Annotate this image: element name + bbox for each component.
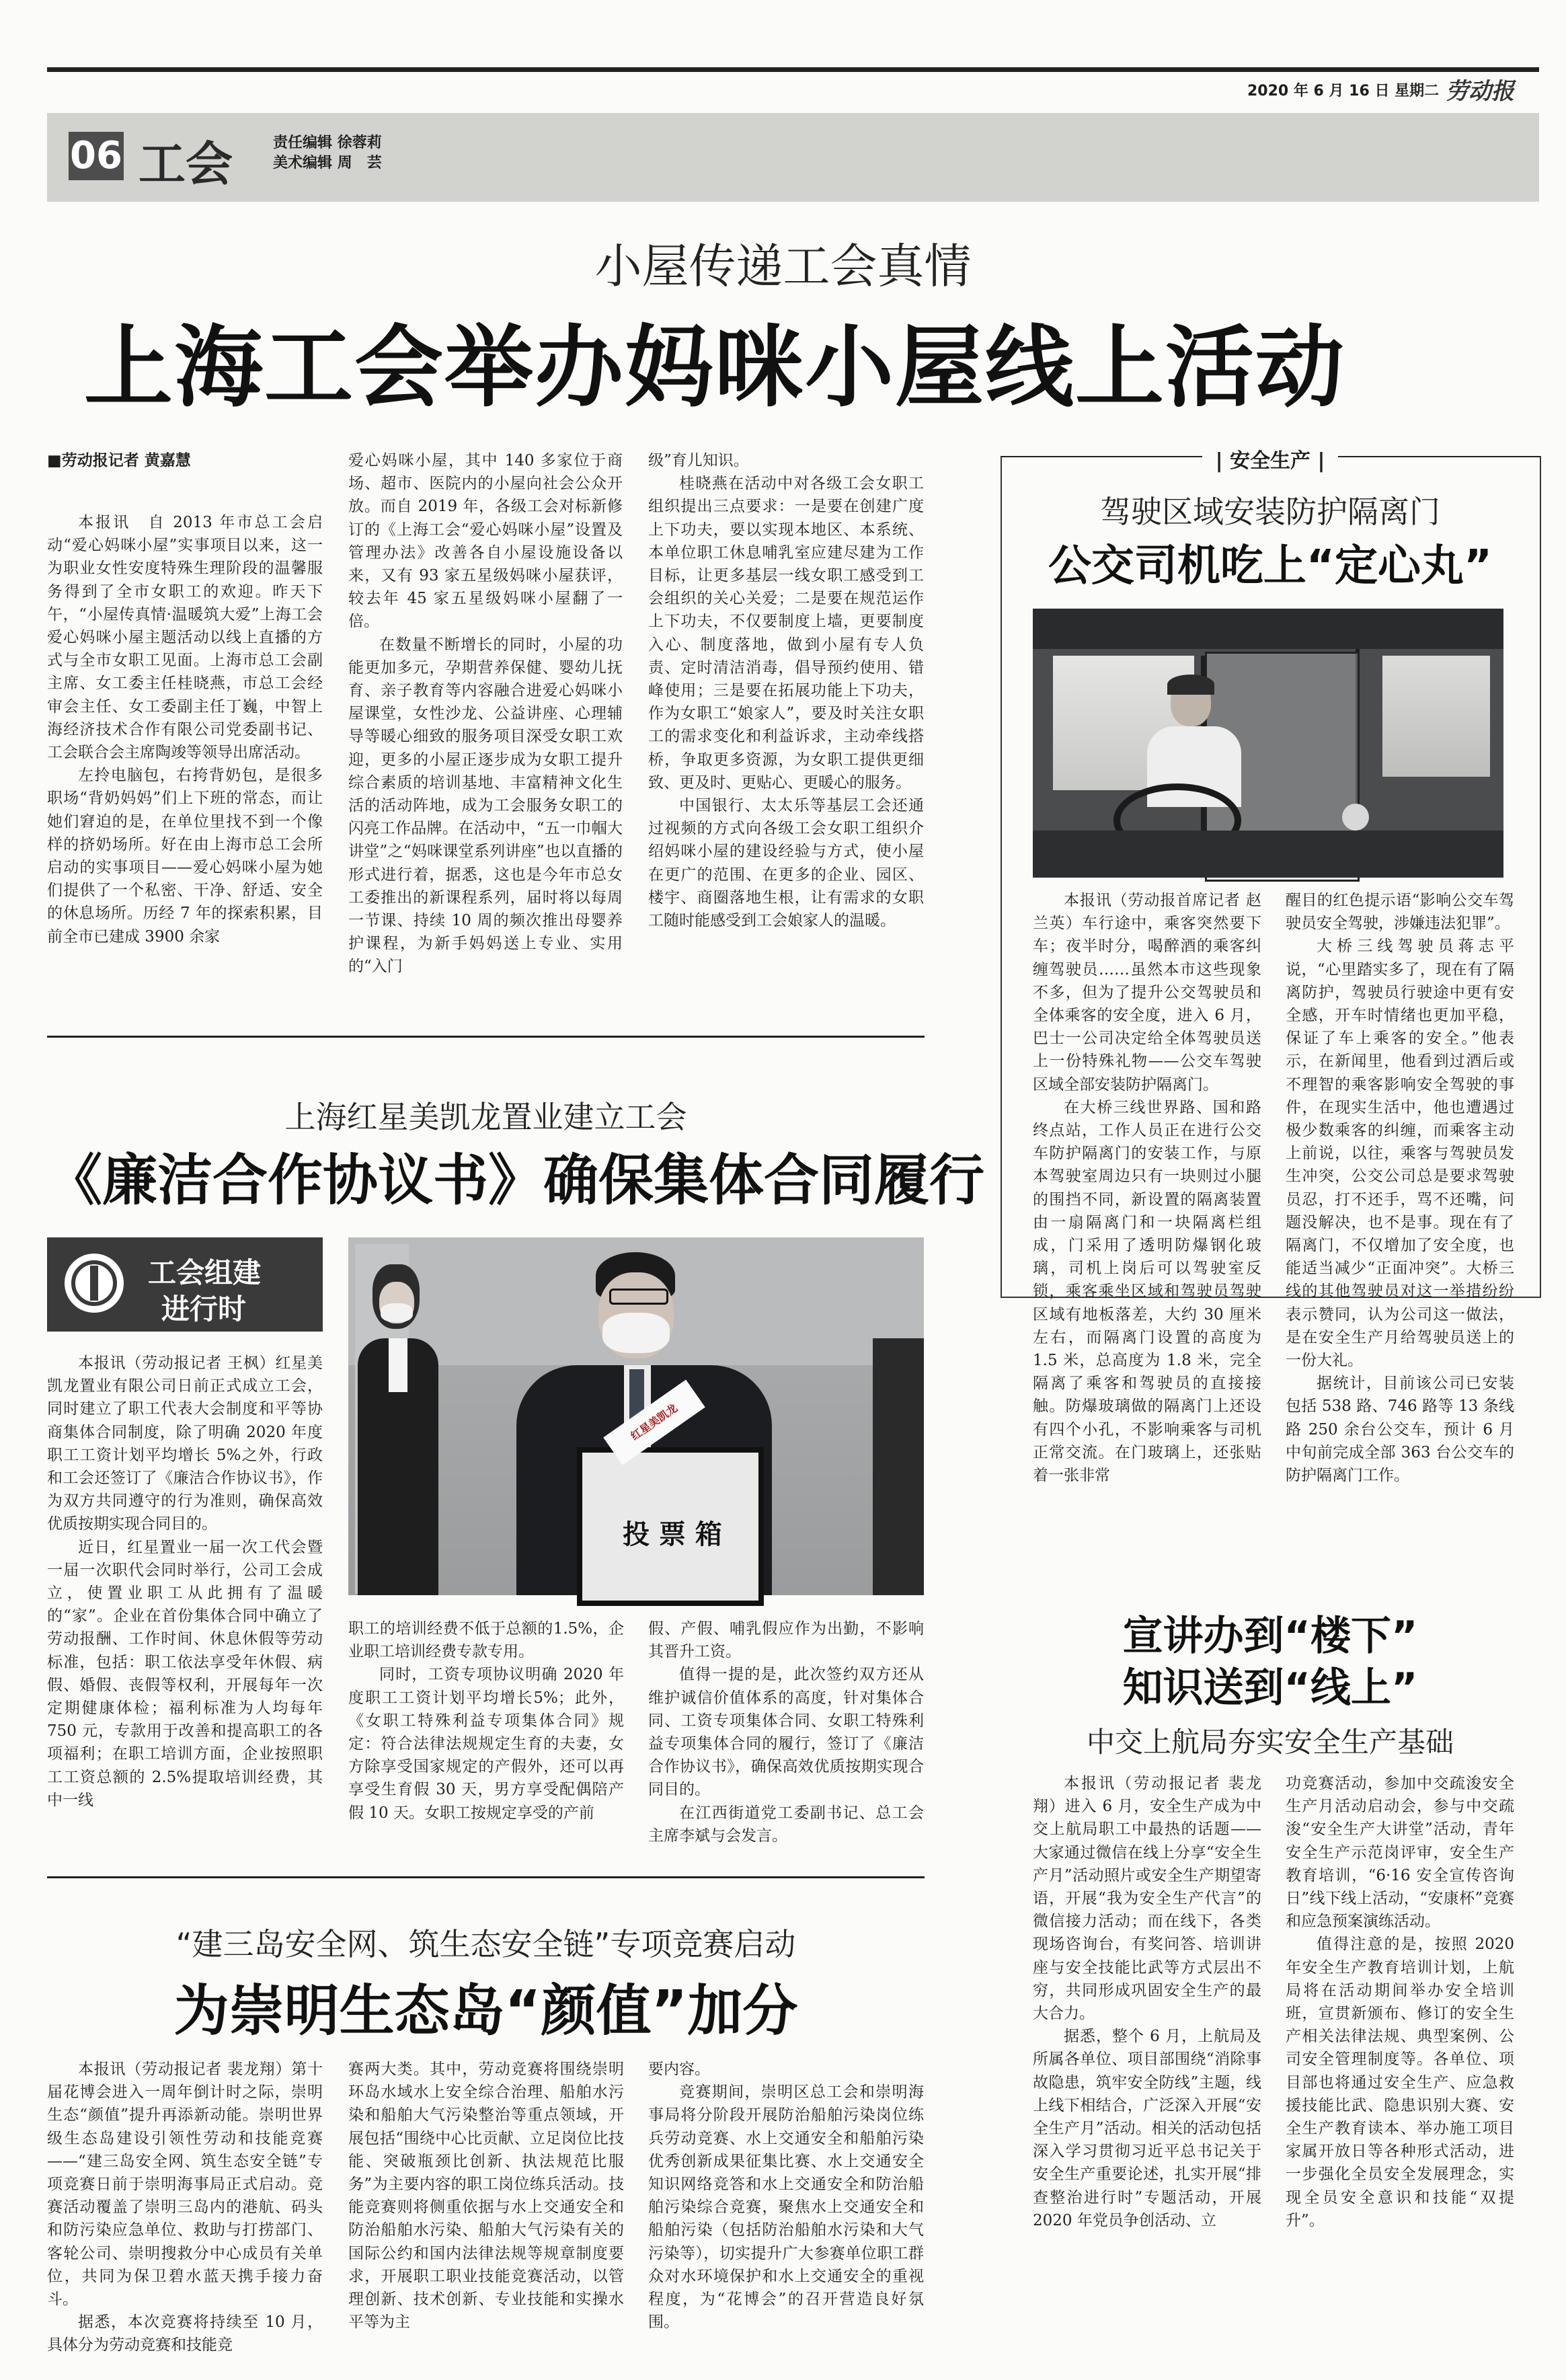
paragraph: 同时，工资专项协议明确 2020 年度职工工资计划平均增长5%；此外，《女职工特殊利益专项集体合同》规定：符合法律法规规定生育的夫妻，女方除享受国家规定的产假外，还可以再享受生育假 30 天，男方享受配偶陪产假 10 天。女职工按规定享受的产前 bbox=[348, 1666, 624, 1822]
article4-col2 bbox=[1286, 889, 1514, 1485]
paragraph: 大桥三线驾驶员蒋志平说，“心里踏实多了，现在有了隔离防护，驾驶员行驶途中更有安全感，开车时情绪也更加平稳，保证了车上乘客的安全。”他表示，在新闻里，他看到过酒后或不理智的乘客影响安全驾驶的事件，在现实生活中，他也遭遇过极少数乘客的纠缠，而乘客主动上前说，以往，乘客与驾驶员发生冲突，公交公司总是要求驾驶员忍，打不还手，骂不还嘴，问题没解决，也不是事。现在有了隔离门，不仅增加了安全度，也能适当减少“正面冲突”。大桥三线的其他驾驶员对这一举措纷纷表示赞同，认为公司这一做法，是在安全生产月给驾驶员送上的一份大礼。 bbox=[1286, 937, 1514, 1370]
article1-col2 bbox=[348, 449, 623, 1002]
paragraph: 中国银行、太太乐等基层工会还通过视频的方式向各级工会女职工组织介绍妈咪小屋的建设经验与方式，使小屋在更广的范围、在更多的企业、园区、楼宇、商圈落地生根，让有需求的女职工随时能感受到工会娘家人的温暖。 bbox=[648, 797, 924, 930]
paragraph: 本报讯（劳动报首席记者 赵兰英）车行途中，乘客突然要下车；夜半时分，喝醉酒的乘客纠缠驾驶员……虽然本市这些现象不多，但为了提升公交驾驶员和全体乘客的安全度，进入 6 月，巴士一公司决定给全体驾驶员送上一份特殊礼物——公交车驾驶区域全部安装防护隔离门。 bbox=[1033, 892, 1261, 1093]
section-header-bar bbox=[47, 113, 1539, 202]
article5-col1 bbox=[1033, 1772, 1261, 2357]
article1-col3 bbox=[648, 449, 924, 1002]
paragraph: 本报讯（劳动报记者 裴龙翔）进入 6 月，安全生产成为中交上航局职工中最热的话题——大家通过微信在线上分享“安全生产月”活动照片或安全生产期望寄语，开展“我为安全生产代言”的微信接力活动；而在线下，各类现场咨询台，有奖问答、培训讲座与安全技能比武等方式层出不穷，共同形成巩固安全生产的最大合力。 bbox=[1033, 1775, 1261, 2023]
paragraph: 职工的培训经费不低于总额的1.5%，企业职工培训经费专款专用。 bbox=[348, 1620, 624, 1661]
article2-title: 《廉洁合作协议书》确保集体合同履行 bbox=[47, 1149, 985, 1213]
editor-name: 徐蓉莉 bbox=[337, 135, 382, 151]
article4-subtitle: 驾驶区域安装防护隔离门 bbox=[1100, 494, 1440, 530]
masthead-top-rule bbox=[47, 67, 1539, 72]
article1-col1 bbox=[47, 511, 323, 1002]
article1-title: 上海工会举办妈咪小屋线上活动 bbox=[84, 316, 1345, 420]
article3-col2 bbox=[348, 2058, 624, 2354]
paragraph: 功竞赛活动，参加中交疏浚安全生产月活动启动会，参与中交疏浚“安全生产大讲堂”活动，青年安全生产示范岗评审，安全生产教育培训，“6·16 安全宣传咨询日”线下线上活动，“安康杯”竞赛和应急预案演练活动。 bbox=[1286, 1775, 1514, 1931]
article2-col1 bbox=[47, 1352, 323, 1856]
editor-label: 责任编辑 bbox=[273, 135, 333, 151]
article3-col3 bbox=[648, 2058, 924, 2354]
paragraph: 在大桥三线世界路、国和路终点站，工作人员正在进行公交车防护隔离门的安装工作，与原本驾驶室周边只有一块则过小腿的围挡不同，新设置的隔离装置由一扇隔离门和一块隔离栏组成，门采用了透明防爆钢化玻璃，司机上岗后可以驾驶室反锁，乘客乘坐区域和驾驶员驾驶区域有地板落差，大约 30 厘米左右，而隔离门设置的高度为 1.5 米，总高度为 1.8 米，完全隔离了乘客和驾驶员的直接接触。防爆玻璃做的隔离门上还设有四个小孔，不影响乘客与司机正常交流。在门玻璃上，还张贴着一张非常 bbox=[1033, 1098, 1261, 1485]
paragraph: 值得注意的是，按照 2020 年安全生产教育培训计划，上航局将在活动期间举办安全培训班，宣贯新颁布、修订的安全生产相关法律法规、典型案例、公司安全管理制度等。各单位、项目部也将通过安全生产、应急救援技能比武、隐患识别大赛、安全生产教育读本、举办施工项目家属开放日等各种形式活动，进一步强化全员安全发展理念，实现全员安全意识和技能“双提升”。 bbox=[1286, 1935, 1514, 2229]
paragraph: 爱心妈咪小屋，其中 140 多家位于商场、超市、医院内的小屋向社会公众开放。而自 2019 年，各级工会对标新修订的《上海工会“爱心妈咪小屋”设置及管理办法》改善各自小屋设施设备以来，又有 93 家五星级妈咪小屋获评，较去年 45 家五星级妈咪小屋翻了一倍。 bbox=[348, 452, 623, 631]
editor-credits bbox=[273, 133, 382, 174]
article1-subtitle: 小屋传递工会真情 bbox=[594, 239, 972, 294]
article5-title-line1: 宣讲办到“楼下” bbox=[1122, 1613, 1418, 1660]
paragraph: 值得一提的是，此次签约双方还从维护诚信价值体系的高度，针对集体合同、工资专项集体合同、女职工特殊利益专项集体合同的履行，签订了《廉洁合作协议书》，确保高效优质按期实现合同目的。 bbox=[648, 1666, 924, 1799]
badge-line1: 工会组建 bbox=[148, 1256, 262, 1289]
paragraph: 假、产假、哺乳假应作为出勤，不影响其晋升工资。 bbox=[648, 1620, 924, 1661]
ballot-box bbox=[577, 1447, 764, 1606]
column-tag-label: 安全生产 bbox=[1230, 449, 1310, 473]
trade-union-logo-icon bbox=[65, 1254, 124, 1313]
paragraph: 桂晓燕在活动中对各级工会女职工组织提出三点要求：一是要在创建广度上下功夫，要以实现本地区、本系统、本单位职工休息哺乳室应建尽建为工作目标，让更多基层一线女职工感受到工会组织的关心关爱；二是要在规范运作上下功夫，不仅要制度上墙，更要制度入心、制度落地，做到小屋有专人负责、定时清洁消毒，倡导预约使用、错峰使用；三是要在拓展功能上下功夫，作为女职工“娘家人”，要及时关注女职工的需求变化和利益诉求，主动牵线搭桥，争取更多资源，为女职工提供更细致、更及时、更贴心、更暖心的服务。 bbox=[648, 475, 924, 792]
art-editor-name: 周 芸 bbox=[337, 155, 382, 171]
ballot-photo bbox=[348, 1237, 924, 1595]
paragraph: 竞赛期间，崇明区总工会和崇明海事局将分阶段开展防治船舶污染岗位练兵劳动竞赛、水上交通安全和船舶污染优秀创新成果征集比赛、水上交通安全知识网络竞答和水上交通安全和防治船舶污染综合竞赛，聚焦水上交通安全和船舶污染（包括防治船舶水污染和大气污染等），切实提升广大参赛单位职工群众对水环境保护和水上交通安全的重视程度，为“花博会”的召开营造良好氛围。 bbox=[648, 2083, 924, 2332]
article1-byline: ■劳动报记者 黄嘉慧 bbox=[47, 452, 191, 469]
paragraph: 本报讯 自 2013 年市总工会启动“爱心妈咪小屋”实事项目以来，这一为职业女性安度特殊生理阶段的温馨服务得到了全市女职工的欢迎。昨天下午，“小屋传真情·温暖筑大爱”上海工会爱心妈咪小屋主题活动以线上直播的方式与全市女职工见面。上海市总工会副主席、女工委主任桂晓燕，市总工会经审会主任、女工委副主任丁巍，中智上海经济技术合作有限公司党委副书记、工会联合会主席陶竣等领导出席活动。 bbox=[47, 514, 323, 762]
man-mask bbox=[602, 1313, 670, 1353]
article5-subtitle: 中交上航局夯实安全生产基础 bbox=[1086, 1726, 1454, 1759]
column-tag: | 安全生产 | bbox=[1215, 449, 1325, 473]
paragraph: 据统计，目前该公司已安装包括 538 路、746 路等 13 条线路 250 余台公交车，预计 6 月中旬前完成全部 363 台公交车的防护隔离门工作。 bbox=[1286, 1375, 1514, 1485]
divider-rule bbox=[47, 1036, 925, 1038]
article2-col2 bbox=[348, 1617, 624, 1856]
article3-subtitle: “建三岛安全网、筑生态安全链”专项竞赛启动 bbox=[175, 1926, 796, 1962]
paragraph: 级”育儿知识。 bbox=[648, 452, 749, 469]
paragraph: 近日，红星置业一届一次工代会暨一届一次职代会同时举行，公司工会成立，使置业职工从此拥有了温暖的“家”。企业在首份集体合同中确立了劳动报酬、工作时间、休息休假等劳动标准，包括：职工依法享受年休假、病假、婚假、丧假等权利，开展每年一次定期健康体检；福利标准为人均每年 750 元，专款用于改善和提高职工的各项福利；在职工培训方面，企业按照职工工资总额的 2.5%提取培训经费，其中一线 bbox=[47, 1538, 323, 1809]
article2-col3 bbox=[648, 1617, 924, 1856]
article3-title: 为崇明生态岛“颜值”加分 bbox=[173, 1979, 798, 2043]
paragraph: 据悉，整个 6 月，上航局及所属各单位、项目部围绕“消除事故隐患，筑牢安全防线”主题，线上线下相结合，广泛深入开展“安全生产月”活动。相关的活动包括深入学习贯彻习近平总书记关于安全生产重要论述，扎实开展“排查整治进行时”专题活动，开展 2020 年党员争创活动、立 bbox=[1033, 2028, 1261, 2229]
divider-rule bbox=[47, 1876, 925, 1878]
glasses-icon bbox=[609, 1289, 668, 1305]
ballot-slip: 红星美凯龙 bbox=[603, 1380, 705, 1465]
ballot-box-label: 投 票 箱 bbox=[623, 1519, 722, 1550]
paragraph: 要内容。 bbox=[648, 2061, 710, 2078]
paragraph: 醒目的红色提示语“影响公交车驾驶员安全驾驶，涉嫌违法犯罪”。 bbox=[1286, 892, 1514, 933]
paragraph: 在江西街道党工委副书记、总工会主席李斌与会发言。 bbox=[648, 1804, 924, 1845]
article2-subtitle: 上海红星美凯龙置业建立工会 bbox=[284, 1099, 687, 1135]
paragraph: 左拎电脑包，右挎背奶包，是很多职场“背奶妈妈”们上下班的常态，而让她们窘迫的是，在单位里找不到一个像样的挤奶场所。好在由上海市总工会所启动的实事项目——爱心妈咪小屋为她们提供了一个私密、干净、舒适、安全的休息场所。历经 7 年的探索积累，目前全市已建成 3900 余家 bbox=[47, 767, 323, 946]
bus-driver-photo bbox=[1033, 609, 1503, 878]
paragraph: 本报讯（劳动报记者 裴龙翔）第十届花博会进入一周年倒计时之际，崇明生态“颜值”提升再添新动能。崇明世界级生态岛建设引领性劳动和技能竞赛——“建三岛安全网、筑生态安全链”专项竞赛日前于崇明海事局正式启动。竞赛活动覆盖了崇明三岛内的港航、码头和防污染应急单位、救助与打捞部门、客轮公司、崇明搜救分中心成员有关单位，共同为保卫碧水蓝天携手接力奋斗。 bbox=[47, 2061, 323, 2309]
page-number: 06 bbox=[69, 132, 124, 180]
article5-title-line2: 知识送到“线上” bbox=[1122, 1664, 1418, 1712]
paper-logo: 劳动报 bbox=[1446, 78, 1514, 105]
paragraph: 据悉，本次竞赛将持续至 10 月，具体分为劳动竞赛和技能竞 bbox=[47, 2313, 323, 2354]
paragraph: 赛两大类。其中，劳动竞赛将围绕崇明环岛水域水上安全综合治理、船舶水污染和船舶大气污染整治等重点领域，开展包括“围绕中心比贡献、立足岗位比技能、突破瓶颈比创新、执法规范比服务”为主要内容的职工岗位练兵活动。技能竞赛则将侧重依据与水上交通安全和防治船舶水污染、船舶大气污染有关的国际公约和国内法律法规等规章制度要求，开展职工职业技能竞赛活动，以管理创新、技术创新、专业技能和实操水平等为主 bbox=[348, 2061, 624, 2332]
article5-col2 bbox=[1286, 1772, 1514, 2357]
woman-mask bbox=[381, 1303, 413, 1322]
article4-col1 bbox=[1033, 889, 1261, 1485]
column-badge bbox=[47, 1237, 323, 1332]
issue-date: 2020 年 6 月 16 日 星期二 bbox=[1247, 83, 1440, 100]
article3-col1 bbox=[47, 2058, 323, 2354]
art-editor-label: 美术编辑 bbox=[273, 155, 333, 171]
badge-line2: 进行时 bbox=[161, 1293, 247, 1326]
article4-title: 公交司机吃上“定心丸” bbox=[1048, 541, 1493, 591]
section-name: 工会 bbox=[139, 137, 233, 192]
paragraph: 在数量不断增长的同时，小屋的功能更加多元，孕期营养保健、婴幼儿抚育、亲子教育等内容融合进爱心妈咪小屋课堂，女性沙龙、公益讲座、心理辅导等暖心细致的服务项目深受女职工欢迎，更多的小屋正逐步成为女职工提升综合素质的培训基地、丰富精神文化生活的活动阵地，成为工会服务女职工的闪亮工作品牌。在活动中，“五一巾帼大讲堂”之“妈咪课堂系列讲座”也以直播的形式进行着，据悉，这也是今年市总女工委推出的新课程系列，届时将以每周一节课、持续 10 周的频次推出母婴养护课程，为新手妈妈送上专业、实用的“入门 bbox=[348, 636, 623, 976]
paragraph: 本报讯（劳动报记者 王枫）红星美凯龙置业有限公司日前正式成立工会，同时建立了职工代表大会制度和平等协商集体合同制度，除了明确 2020 年度职工工资计划平均增长 5%之外，行政和工会还签订了《廉洁合作协议书》，作为双方共同遵守的行为准则，确保高效优质按期实现合同目的。 bbox=[47, 1354, 323, 1533]
